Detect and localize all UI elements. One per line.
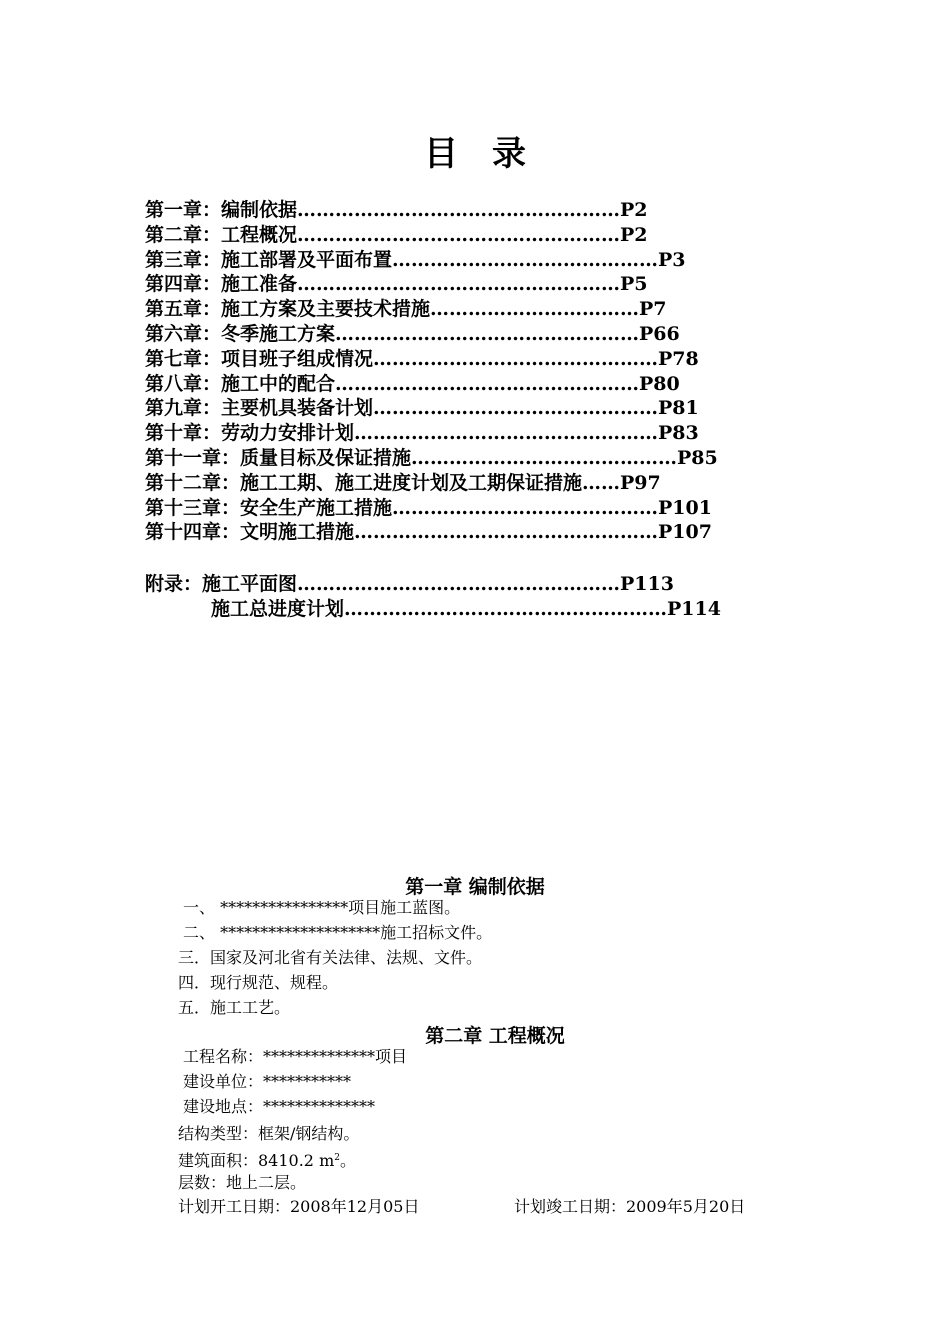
planned-start-date: 计划开工日期：2008年12月05日: [178, 1197, 420, 1216]
floor-count: 层数：地上二层。: [178, 1173, 307, 1192]
toc-entry: [145, 347, 755, 372]
toc-entry-dots: ……………………………………………: [297, 273, 621, 296]
appendix-entry-page: P114: [667, 598, 721, 620]
planned-end-date: 计划竣工日期：2009年5月20日: [514, 1197, 746, 1216]
appendix-entry: [145, 597, 755, 622]
chapter1-item-5: 五．施工工艺。: [178, 998, 291, 1017]
toc-entry: [145, 198, 755, 223]
toc-entry-dots: ……: [582, 471, 621, 494]
toc-entry-label: 第二章：工程概况: [145, 223, 298, 246]
toc-entry-dots: …………………………………………: [354, 422, 659, 445]
toc-entry-dots: …………………………………………: [335, 372, 640, 395]
toc-appendix: [145, 572, 755, 622]
toc-entry-label: 第七章：项目班子组成情况: [145, 347, 374, 370]
appendix-entry-page: P113: [620, 573, 674, 595]
chapter1-title: 第一章 编制依据: [405, 876, 545, 898]
building-area-end: 。: [339, 1151, 356, 1170]
toc-entry-dots: ………………………………………: [373, 397, 659, 420]
toc-entry-page: P78: [658, 347, 699, 370]
toc-entry: [145, 396, 755, 421]
toc-entry-dots: …………………………………………: [354, 521, 659, 544]
chapter2-title: 第二章 工程概况: [425, 1025, 565, 1047]
chapter1-item-3: 三．国家及河北省有关法律、法规、文件。: [178, 948, 483, 967]
appendix-entry-label: 附录：施工平面图: [145, 573, 298, 595]
toc-entry-label: 第四章：施工准备: [145, 273, 298, 296]
toc-entry-dots: ……………………………………………: [297, 223, 621, 246]
appendix-entry-dots: ……………………………………………: [344, 598, 668, 620]
construction-location: 建设地点：**************: [183, 1097, 376, 1116]
toc-entry-dots: ……………………………………: [392, 496, 659, 519]
toc-entry-label: 第十二章：施工工期、施工进度计划及工期保证措施: [145, 471, 583, 494]
toc-entry-page: P101: [658, 496, 712, 519]
toc-entry-label: 第十三章：安全生产施工措施: [145, 496, 393, 519]
appendix-entry-label: 施工总进度计划: [211, 598, 345, 620]
toc-entry-label: 第六章：冬季施工方案: [145, 322, 336, 345]
chapter1-item-2: 二、 ********************施工招标文件。: [183, 923, 493, 942]
toc-entry: [145, 297, 755, 322]
toc-entry-page: P2: [620, 199, 648, 221]
project-name: 工程名称：**************项目: [183, 1047, 408, 1066]
square-superscript: 2: [334, 1153, 340, 1163]
toc-entry-label: 第十章：劳动力安排计划: [145, 422, 355, 445]
toc-entry-page: P7: [639, 298, 667, 321]
toc-entry-page: P83: [658, 422, 699, 445]
toc-entry-label: 第三章：施工部署及平面布置: [145, 248, 393, 271]
toc-entry: [145, 322, 755, 347]
toc-entry: [145, 446, 755, 471]
toc-entry-dots: ……………………………………: [411, 446, 678, 469]
toc-entry: [145, 496, 755, 521]
toc-entry-label: 第十一章：质量目标及保证措施: [145, 446, 412, 469]
toc-entry-dots: ……………………………: [430, 298, 640, 321]
toc-title: 目录: [424, 134, 560, 174]
construction-owner: 建设单位：***********: [183, 1072, 352, 1091]
toc-entry-page: P5: [620, 273, 648, 296]
toc-entry: [145, 421, 755, 446]
toc-entry-page: P3: [658, 248, 686, 271]
toc-entry-page: P85: [677, 446, 718, 469]
toc-entry-dots: ……………………………………………: [297, 199, 621, 221]
building-area: [178, 1148, 356, 1171]
toc-entry: [145, 272, 755, 297]
chapter1-item-4: 四．现行规范、规程。: [178, 973, 339, 992]
toc-entry-dots: ……………………………………: [392, 248, 659, 271]
toc-entry: [145, 372, 755, 397]
toc-entry-label: 第十四章：文明施工措施: [145, 521, 355, 544]
table-of-contents: [145, 198, 755, 545]
toc-entry-page: P107: [658, 521, 712, 544]
toc-entry: [145, 520, 755, 545]
toc-entry-page: P66: [639, 322, 680, 345]
toc-entry-page: P2: [620, 223, 648, 246]
toc-entry-page: P80: [639, 372, 680, 395]
appendix-entry-dots: ……………………………………………: [297, 573, 621, 595]
toc-entry-dots: …………………………………………: [335, 322, 640, 345]
building-area-text: 建筑面积：8410.2 m: [178, 1151, 335, 1170]
toc-entry-dots: ………………………………………: [373, 347, 659, 370]
toc-entry: [145, 471, 755, 496]
appendix-entry: [145, 572, 755, 597]
toc-entry-page: P81: [658, 397, 699, 420]
toc-entry-page: P97: [620, 471, 661, 494]
toc-entry-label: 第五章：施工方案及主要技术措施: [145, 298, 431, 321]
toc-entry: [145, 248, 755, 273]
toc-entry-label: 第八章：施工中的配合: [145, 372, 336, 395]
toc-entry-label: 第一章：编制依据: [145, 199, 298, 221]
structure-type: 结构类型：框架/钢结构。: [178, 1124, 360, 1143]
toc-entry: [145, 223, 755, 248]
chapter1-item-1: 一、 ****************项目施工蓝图。: [183, 898, 461, 917]
toc-entry-label: 第九章：主要机具装备计划: [145, 397, 374, 420]
